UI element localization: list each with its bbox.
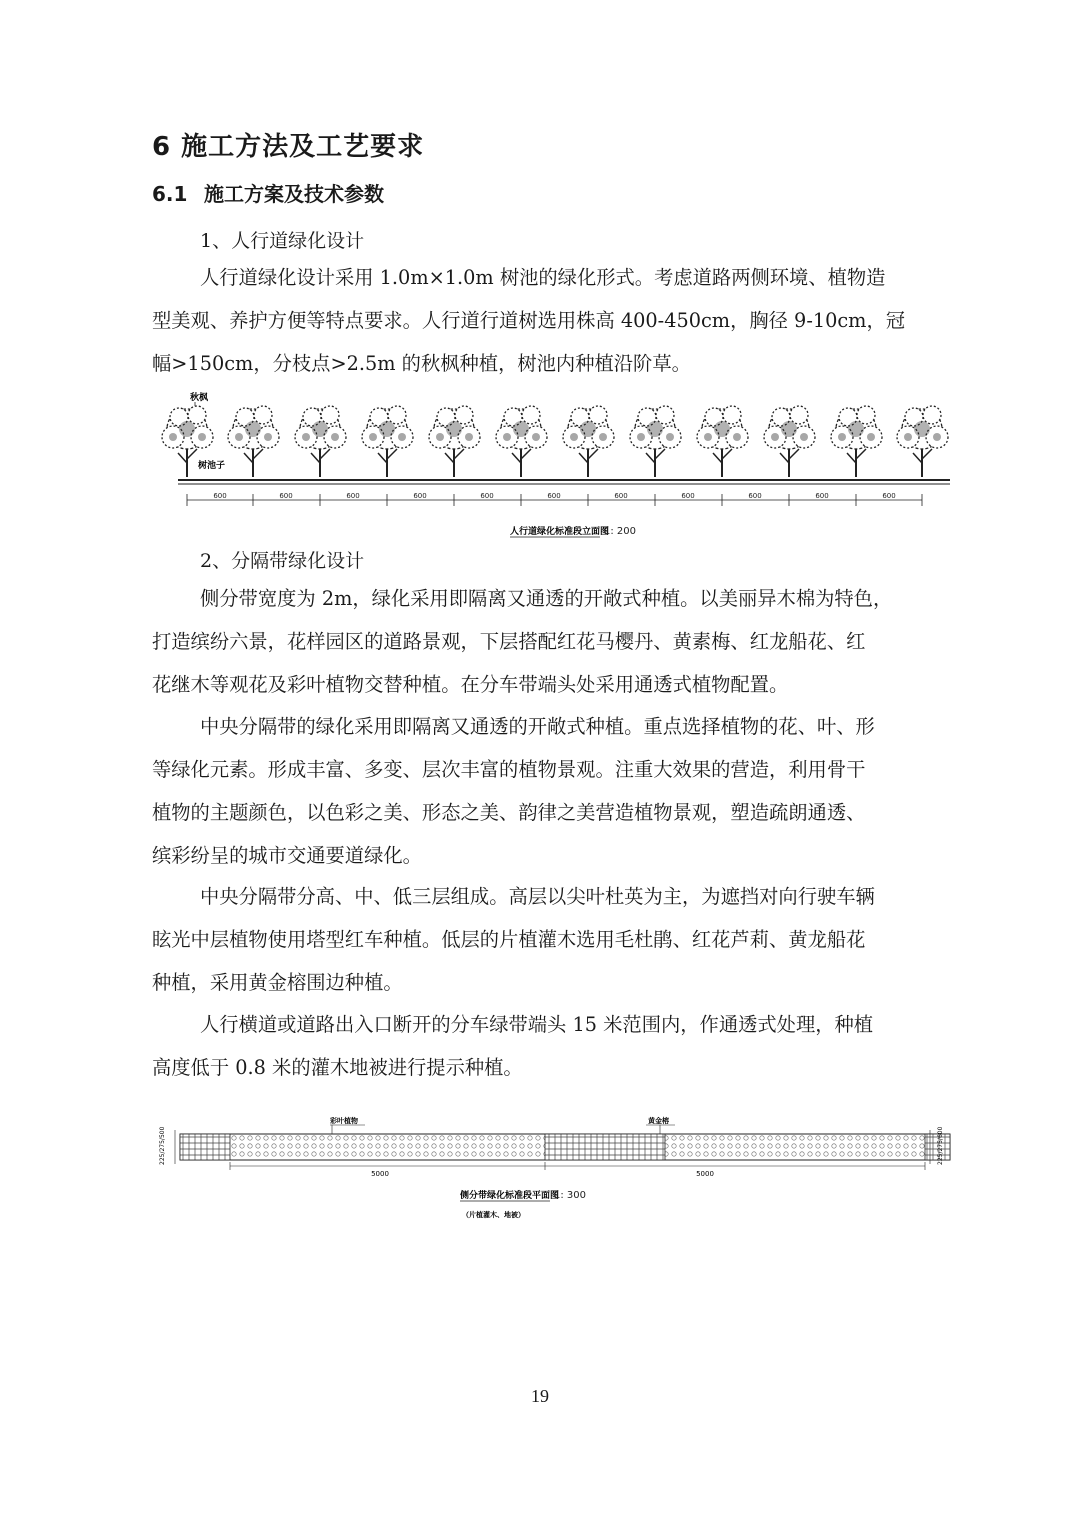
spacing-label: 600 xyxy=(815,492,829,500)
spacing-label: 600 xyxy=(614,492,628,500)
dimension-line xyxy=(187,492,922,506)
divider-paragraph-3 xyxy=(152,875,952,1004)
item1-paragraph xyxy=(152,256,952,385)
spacing-label: 600 xyxy=(480,492,494,500)
text-line: 高度低于 0.8 米的灌木地被进行提示种植。 xyxy=(152,1056,523,1079)
section-title: 施工方案及技术参数 xyxy=(204,182,384,206)
text-line: 打造缤纷六景，花样园区的道路景观，下层搭配红花马樱丹、黄素梅、红龙船花、红 xyxy=(152,630,866,653)
spacing-label: 600 xyxy=(346,492,360,500)
spacing-label: 600 xyxy=(413,492,427,500)
divider-plan-drawing xyxy=(150,1110,955,1230)
divider-paragraph-4 xyxy=(152,1003,952,1089)
tree-elevation-figure xyxy=(150,392,955,542)
text-line: 缤彩纷呈的城市交通要道绿化。 xyxy=(152,844,422,867)
section-number: 6.1 xyxy=(152,182,188,206)
text-line: 中央分隔带的绿化采用即隔离又通透的开敞式种植。重点选择植物的花、叶、形 xyxy=(200,715,875,738)
text-line: 型美观、养护方便等特点要求。人行道行道树选用株高 400-450cm，胸径 9-10cm，冠 xyxy=(152,309,906,332)
text-line: 等绿化元素。形成丰富、多变、层次丰富的植物景观。注重大效果的营造，利用骨干 xyxy=(152,758,866,781)
tree-elevation-drawing xyxy=(150,392,955,542)
figure2-caption: 侧分带绿化标准段平面图 xyxy=(460,1191,560,1201)
divider-paragraph-2 xyxy=(152,705,952,877)
figure1-caption: 人行道绿化标准段立面图 xyxy=(510,527,610,537)
section-heading xyxy=(152,178,384,207)
figure1-scale: 1: 200 xyxy=(604,526,636,537)
divider-plan-figure xyxy=(150,1110,955,1230)
text-line: 幅>150cm，分枝点>2.5m 的秋枫种植，树池内种植沿阶草。 xyxy=(152,352,691,375)
chapter-heading: 6 施工方法及工艺要求 xyxy=(152,132,425,162)
spacing-label: 600 xyxy=(279,492,293,500)
text-line: 植物的主题颜色，以色彩之美、形态之美、韵律之美营造植物景观，塑造疏朗通透、 xyxy=(152,801,866,824)
item2-title: 2、分隔带绿化设计 xyxy=(200,550,365,572)
spacing-label: 600 xyxy=(882,492,896,500)
spacing-label: 600 xyxy=(547,492,561,500)
side-dim-left: 225/275/500 xyxy=(159,1126,166,1165)
item1-title: 1、人行道绿化设计 xyxy=(200,230,365,252)
page-number: 19 xyxy=(531,1386,549,1406)
divider-paragraph-1 xyxy=(152,577,952,706)
spacing-label: 600 xyxy=(681,492,695,500)
plant-label-right: 黄金榕 xyxy=(648,1117,669,1125)
tree-row xyxy=(162,406,948,477)
spacing-label: 600 xyxy=(748,492,762,500)
figure2-subcaption: （片植灌木、地被） xyxy=(462,1211,525,1219)
dim-left: 5000 xyxy=(371,1170,389,1178)
dim-right: 5000 xyxy=(696,1170,714,1178)
figure2-scale: 1: 300 xyxy=(554,1190,586,1201)
text-line: 中央分隔带分高、中、低三层组成。高层以尖叶杜英为主，为遮挡对向行驶车辆 xyxy=(200,885,875,908)
plant-label-left: 彩叶植物 xyxy=(330,1117,358,1125)
text-line: 侧分带宽度为 2m，绿化采用即隔离又通透的开敞式种植。以美丽异木棉为特色， xyxy=(200,587,893,610)
pit-label: 树池子 xyxy=(198,461,226,471)
spacing-label: 600 xyxy=(213,492,227,500)
text-line: 人行横道或道路出入口断开的分车绿带端头 15 米范围内，作通透式处理，种植 xyxy=(200,1013,874,1036)
side-dim-right: 225/275/600 xyxy=(937,1126,944,1165)
text-line: 花继木等观花及彩叶植物交替种植。在分车带端头处采用通透式植物配置。 xyxy=(152,673,789,696)
text-line: 种植，采用黄金榕围边种植。 xyxy=(152,971,403,994)
tree-label: 秋枫 xyxy=(190,393,209,403)
text-line: 人行道绿化设计采用 1.0m×1.0m 树池的绿化形式。考虑道路两侧环境、植物造 xyxy=(200,266,886,289)
text-line: 眩光中层植物使用塔型红车种植。低层的片植灌木选用毛杜鹃、红花芦莉、黄龙船花 xyxy=(152,928,866,951)
